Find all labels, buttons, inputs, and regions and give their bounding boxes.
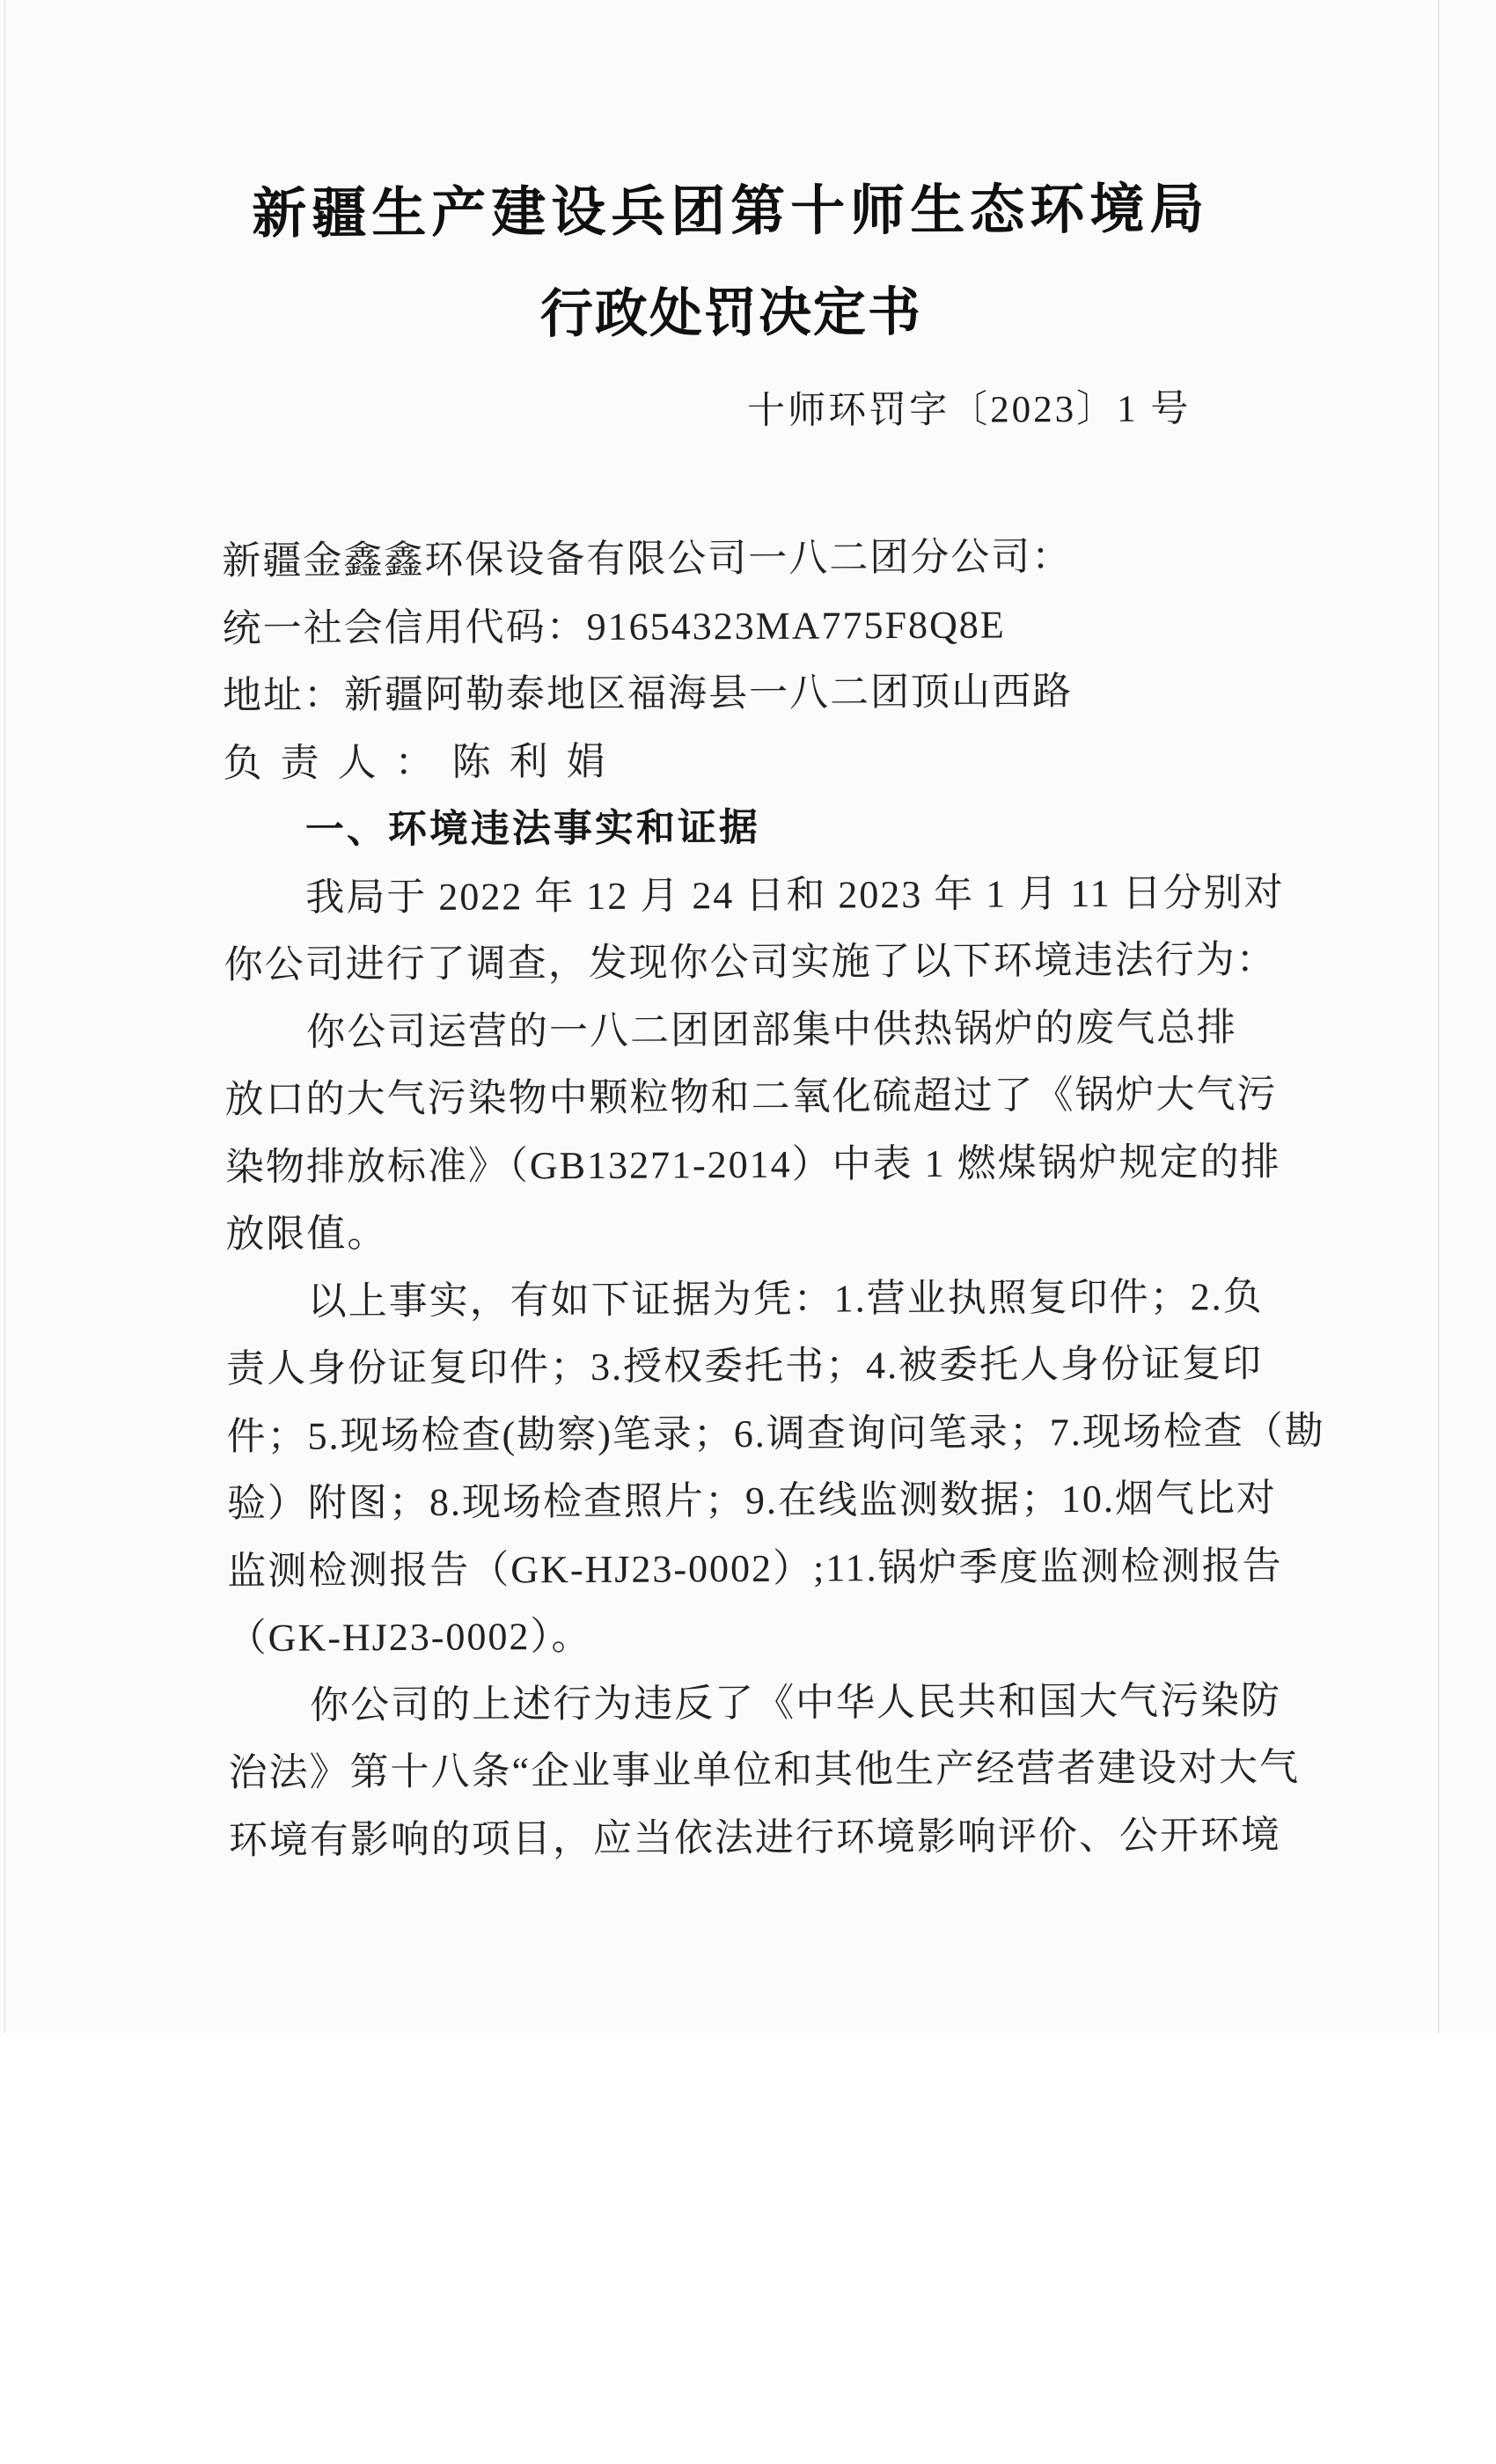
body-line: 环境有影响的项目，应当依法进行环境影响评价、公开环境: [228, 1813, 1282, 1862]
document-title-line1: 新疆生产建设兵团第十师生态环境局: [252, 180, 1210, 245]
body-line: 你公司的上述行为违反了《中华人民共和国大气污染防: [309, 1678, 1282, 1727]
body-line: 责人身份证复印件；3.授权委托书；4.被委托人身份证复印: [225, 1341, 1264, 1391]
responsible-person-line: 负责人：陈利娟: [223, 739, 624, 785]
body-line: 放口的大气污染物中颗粒物和二氧化硫超过了《锅炉大气污: [224, 1072, 1278, 1122]
body-line: 染物排放标准》（GB13271-2014）中表 1 燃煤锅炉规定的排: [224, 1140, 1281, 1189]
section-heading: 一、环境违法事实和证据: [304, 805, 761, 852]
body-line: 件；5.现场检查(勘察)笔录；6.调查询问笔录；7.现场检查（勘: [226, 1409, 1325, 1458]
body-line: 监测检测报告（GK-HJ23-0002）;11.锅炉季度监测检测报告: [227, 1544, 1283, 1593]
body-line: 验）附图；8.现场检查照片；9.在线监测数据；10.烟气比对: [226, 1476, 1278, 1526]
body-line: 你公司进行了调查，发现你公司实施了以下环境违法行为：: [224, 937, 1277, 987]
credit-code-line: 统一社会信用代码：91654323MA775F8Q8E: [222, 602, 1006, 650]
document-title-line2: 行政处罚决定书: [539, 282, 923, 344]
body-line: 以上事实，有如下证据为凭：1.营业执照复印件；2.负: [307, 1274, 1264, 1324]
body-line: 你公司运营的一八二团团部集中供热锅炉的废气总排: [305, 1005, 1238, 1054]
address-line: 地址：新疆阿勒泰地区福海县一八二团顶山西路: [222, 670, 1074, 718]
document-number: 十师环罚字〔2023〕1 号: [747, 388, 1192, 432]
body-line: 治法》第十八条“企业事业单位和其他生产经营者建设对大气: [228, 1745, 1301, 1795]
body-line: 放限值。: [225, 1212, 388, 1257]
document-body: [222, 523, 1325, 1874]
body-line: 我局于 2022 年 12 月 24 日和 2023 年 1 月 11 日分别对: [305, 870, 1285, 920]
recipient-company-line: 新疆金鑫鑫环保设备有限公司一八二团分公司：: [222, 535, 1073, 583]
body-line: （GK-HJ23-0002）。: [227, 1614, 592, 1661]
